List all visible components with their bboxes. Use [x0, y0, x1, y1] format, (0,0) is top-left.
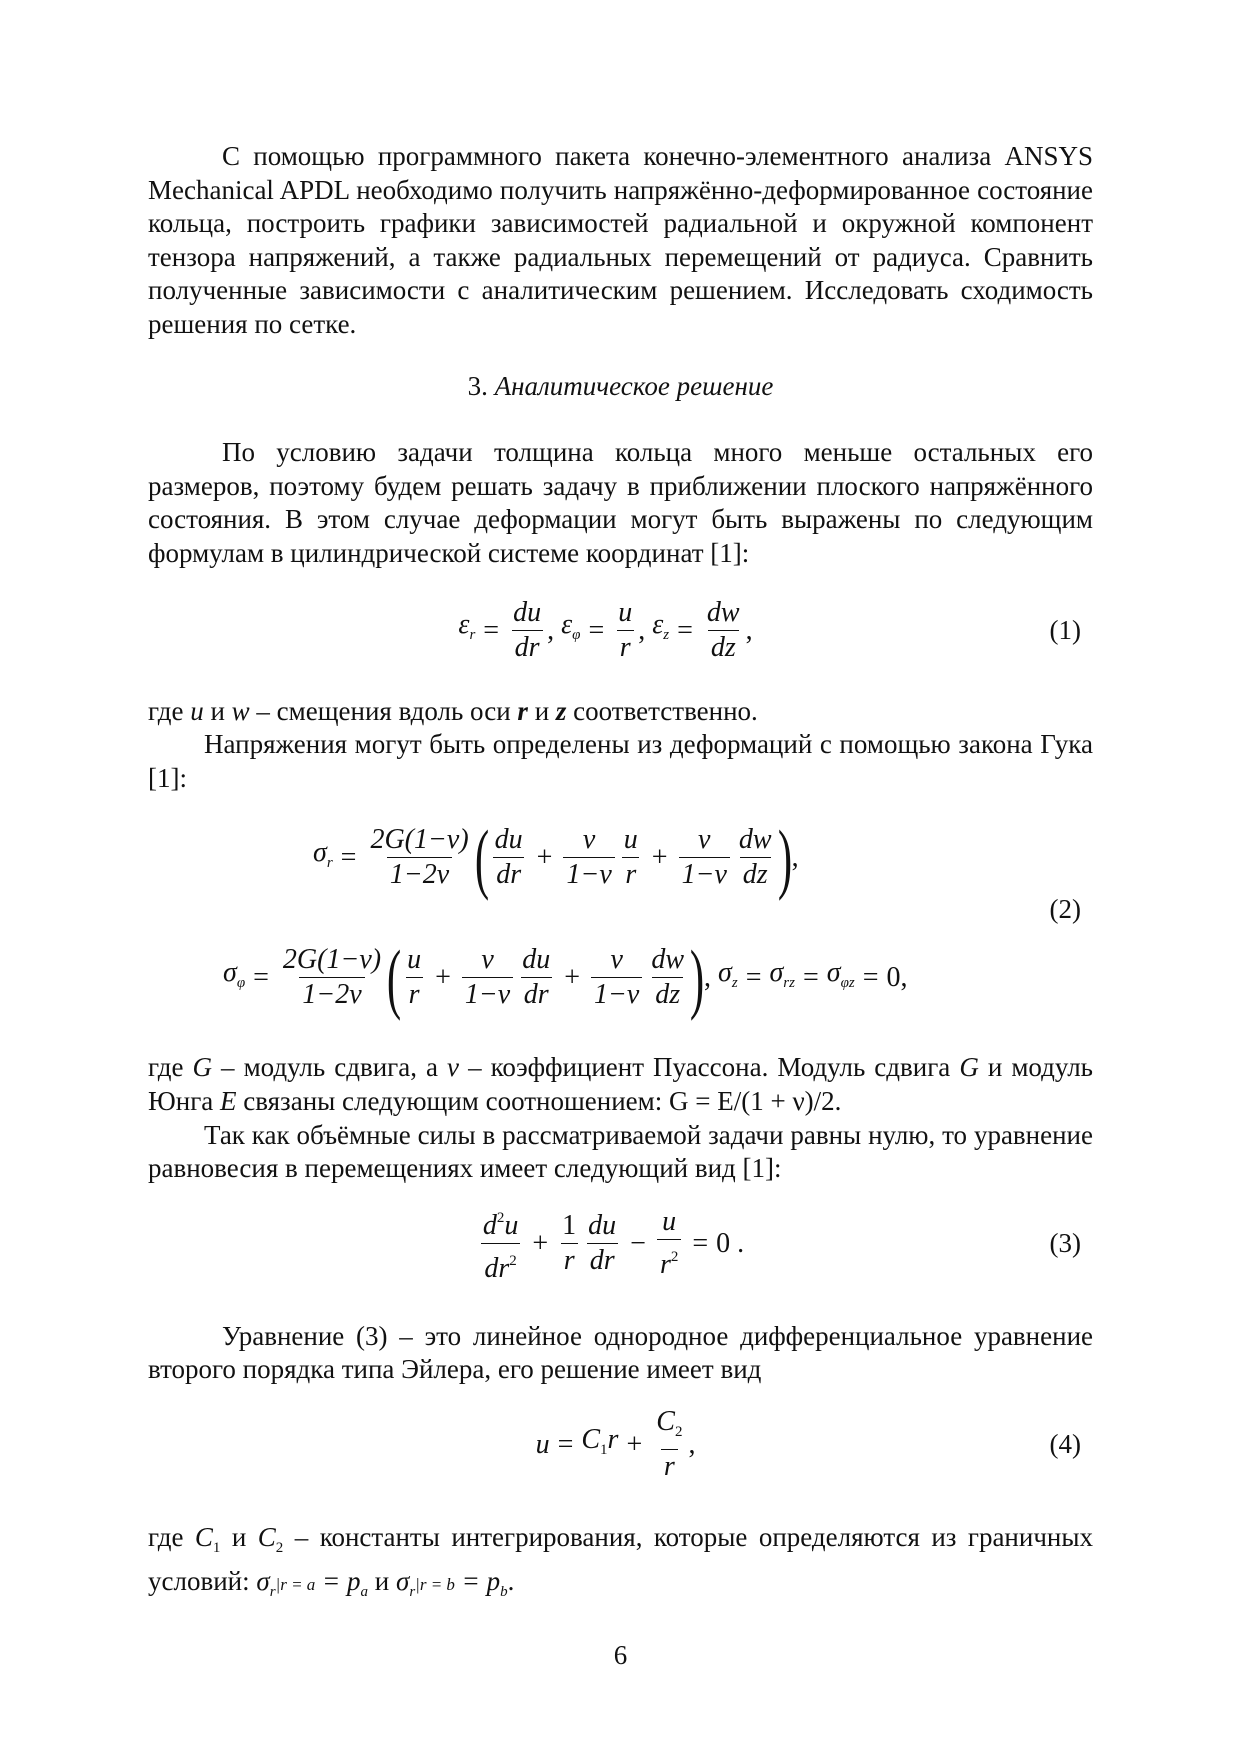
- paragraph-equilibrium: Так как объёмные силы в рассматриваемой задачи равны нулю, то уравнение равновесия в перемещениях имеет следующий вид [1]:: [148, 1119, 1093, 1184]
- paragraph-euler: Уравнение (3) – это линейное однородное дифференциальное уравнение второго порядка типа Эйлера, его решение имеет вид: [148, 1320, 1093, 1385]
- equation-4: u = $C_1r$ + $\frac{C_2}{r}$ ,: [535, 1406, 696, 1483]
- equation-2a: $\sigma_r$ = $\frac{2G(1-\nu)}{1-2\nu}$ ( $\frac{du}{dr}$ + $\frac{\nu}{1-\nu}$ $\frac{u}{r}$ + $\frac{\nu}{1-\nu}$ $\frac{dw}{dz}$ ) ,: [313, 813, 799, 901]
- page-number: 6: [613, 1640, 628, 1670]
- paragraph-shear-modulus: где G – модуль сдвига, а ν – коэффициент Пуассона. Модуль сдвига G и модуль Юнга E связаны следующим соотношением: G = E/(1 + ν)/2.: [148, 1052, 1093, 1116]
- equation-2-number: (2): [1049, 894, 1081, 925]
- equation-3: $\frac{d^2u}{dr^2}$ + $\frac{1}{r}$ $\frac{du}{dr}$ − $\frac{u}{r^2}$ = 0 .: [482, 1206, 745, 1285]
- equation-3-block: [148, 1196, 1093, 1292]
- equation-2b: $\sigma_\varphi$ = $\frac{2G(1-\nu)}{1-2\nu}$ ( $\frac{u}{r}$ + $\frac{\nu}{1-\nu}$ $\frac{du}{dr}$ + $\frac{\nu}{1-\nu}$ $\frac{dw}{dz}$ ) , $\sigma_z$ = $\sigma_{rz}$ = $\sigma_{\varphi z}$ = 0,: [223, 933, 908, 1021]
- paragraph-displacements: где u и w – смещения вдоль оси r и z соответственно.: [148, 695, 758, 726]
- equation-4-block: [148, 1397, 1093, 1493]
- page-content: [148, 140, 1093, 1610]
- equation-1: $\varepsilon_r$ = $\frac{du}{dr}$ , $\varepsilon_\varphi$ = $\frac{u}{r}$ , $\varepsilon_z$ = $\frac{dw}{dz}$ ,: [458, 597, 753, 664]
- paragraph-plane-stress: По условию задачи толщина кольца много меньше остальных его размеров, поэтому будем решать задачу в приближении плоского напряжённого состояния. В этом случае деформации могут быть выражены по следующим формулам в цилиндрической системе координат [1]:: [148, 437, 1093, 568]
- paragraph-boundary-conditions: где $C_1$ и $C_2$ – константы интегрирования, которые определяются из граничных условий: $\sigma_r|r = a = p_a$ и $\sigma_r|r = b = p_b$.: [148, 1521, 1094, 1601]
- section-heading: [148, 370, 1093, 404]
- equation-3-number: (3): [1049, 1227, 1081, 1258]
- paragraph-hooke: Напряжения могут быть определены из деформаций с помощью закона Гука [1]:: [148, 729, 1093, 793]
- section-title: Аналитическое решение: [494, 370, 774, 401]
- section-number: 3.: [467, 370, 495, 401]
- equation-1-number: (1): [1049, 614, 1081, 645]
- paragraph-intro: С помощью программного пакета конечно-элементного анализа ANSYS Mechanical APDL необходимо получить напряжённо-деформированное состояние кольца, построить графики зависимостей радиальной и окружной компонент тензора напряжений, а также радиальных перемещений от радиуса. Сравнить полученные зависимости с аналитическим решением. Исследовать сходимость решения по сетке.: [148, 141, 1093, 339]
- equation-1-block: [148, 589, 1093, 673]
- equation-2-block: [148, 803, 1093, 1033]
- equation-4-number: (4): [1049, 1428, 1081, 1459]
